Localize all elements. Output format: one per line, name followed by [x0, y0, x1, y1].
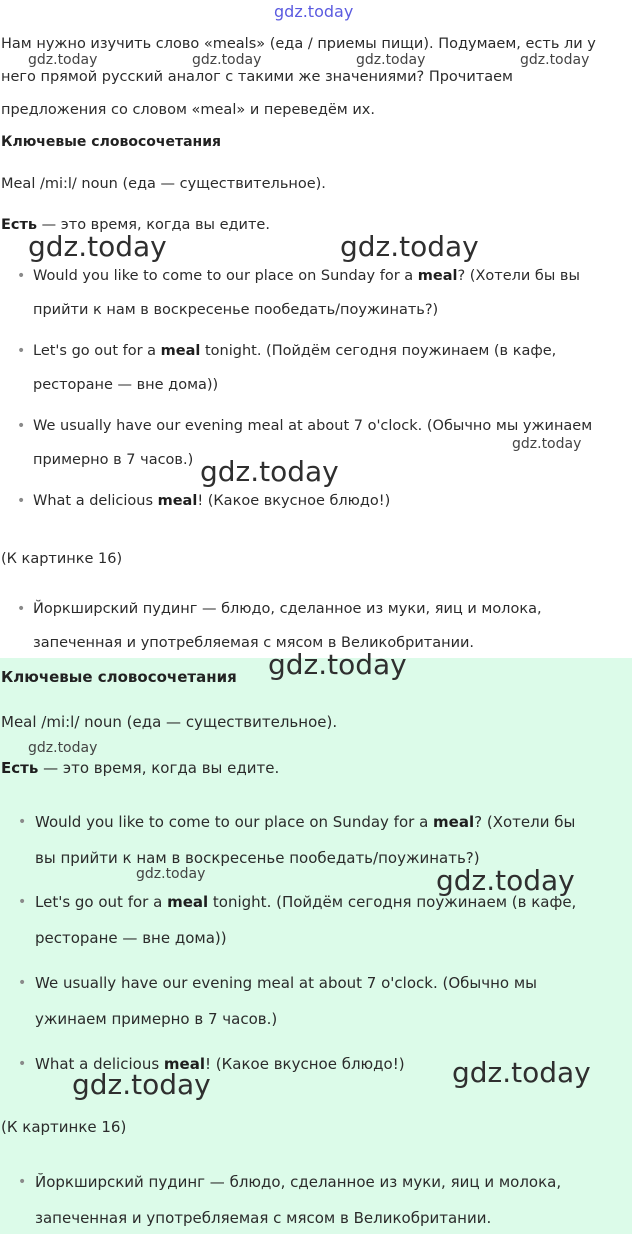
bullet-icon: •	[18, 814, 27, 830]
watermark-top: gdz.today	[274, 2, 354, 21]
watermark: gdz.today	[340, 230, 479, 263]
bullet-icon: •	[18, 975, 27, 991]
intro-line-1: Нам нужно изучить слово «meals» (еда / приемы пищи). Подумаем, есть ли у	[1, 36, 596, 52]
watermark: gdz.today	[356, 52, 426, 68]
watermark: gdz.today	[192, 52, 262, 68]
est-definition	[1, 208, 270, 242]
pudding-list	[0, 592, 623, 660]
watermark: gdz.today	[136, 866, 206, 882]
est-definition	[1, 750, 279, 786]
watermark: gdz.today	[72, 1068, 211, 1101]
list-item: • What a delicious meal! (Какое вкусное блюдо!)	[0, 484, 623, 524]
list-item: • We usually have our evening meal at about 7 o'clock. (Обычно мы ужинаем примерно в 7 часов.)	[0, 965, 625, 1046]
answer-section-green	[0, 658, 632, 1234]
watermark: gdz.today	[28, 230, 167, 263]
bullet-icon: •	[17, 268, 26, 284]
intro-line-3: предложения со словом «meal» и переведём их.	[1, 102, 375, 118]
watermark: gdz.today	[512, 436, 582, 452]
bullet-icon: •	[18, 1174, 27, 1190]
meal-definition: Meal /mi:l/ noun (еда — существительное).	[1, 713, 338, 731]
watermark: gdz.today	[200, 455, 339, 488]
list-item: • Let's go out for a meal tonight. (Пойдём сегодня поужинаем (в кафе, ресторане — вне дома))	[0, 884, 625, 965]
meal-definition: Meal /mi:l/ noun (еда — существительное).	[1, 176, 326, 192]
example-list	[0, 259, 623, 524]
est-rest: — это время, когда вы едите.	[37, 217, 270, 233]
watermark: gdz.today	[28, 52, 98, 68]
list-item: • Йоркширский пудинг — блюдо, сделанное из муки, яиц и молока, запеченная и употребляемая с мясом в Великобритании.	[0, 592, 623, 660]
watermark: gdz.today	[268, 648, 407, 681]
list-item: • Let's go out for a meal tonight. (Пойдём сегодня поужинаем (в кафе, ресторане — вне дома))	[0, 334, 623, 409]
bullet-icon: •	[17, 418, 26, 434]
list-item: • Would you like to come to our place on Sunday for a meal? (Хотели бы вы прийти к нам в воскресенье пообедать/поужинать?)	[0, 804, 625, 884]
est-word: Есть	[1, 759, 39, 777]
bullet-icon: •	[17, 601, 26, 617]
bullet-icon: •	[18, 894, 27, 910]
picture-note: (К картинке 16)	[1, 551, 123, 567]
bullet-icon: •	[18, 1056, 27, 1072]
watermark: gdz.today	[28, 740, 98, 756]
list-item: • We usually have our evening meal at about 7 o'clock. (Обычно мы ужинаем примерно в 7 часов.)	[0, 409, 623, 484]
watermark: gdz.today	[436, 864, 575, 897]
picture-note: (К картинке 16)	[1, 1118, 127, 1136]
example-list	[0, 804, 625, 1090]
list-item: • What a delicious meal! (Какое вкусное блюдо!)	[0, 1046, 625, 1090]
list-item: • Йоркширский пудинг — блюдо, сделанное из муки, яиц и молока, запеченная и употребляемая с мясом в Великобритании.	[0, 1164, 625, 1236]
key-phrases-heading: Ключевые словосочетания	[1, 668, 237, 686]
bullet-icon: •	[17, 493, 26, 509]
list-item: • Would you like to come to our place on Sunday for a meal? (Хотели бы вы прийти к нам в воскресенье пообедать/поужинать?)	[0, 259, 623, 334]
est-word: Есть	[1, 217, 38, 233]
key-phrases-heading: Ключевые словосочетания	[1, 134, 222, 150]
est-rest: — это время, когда вы едите.	[38, 759, 280, 777]
bullet-icon: •	[17, 343, 26, 359]
watermark: gdz.today	[520, 52, 590, 68]
intro-line-2: него прямой русский аналог с такими же значениями? Прочитаем	[1, 69, 513, 85]
pudding-list	[0, 1164, 625, 1236]
watermark: gdz.today	[452, 1056, 591, 1089]
